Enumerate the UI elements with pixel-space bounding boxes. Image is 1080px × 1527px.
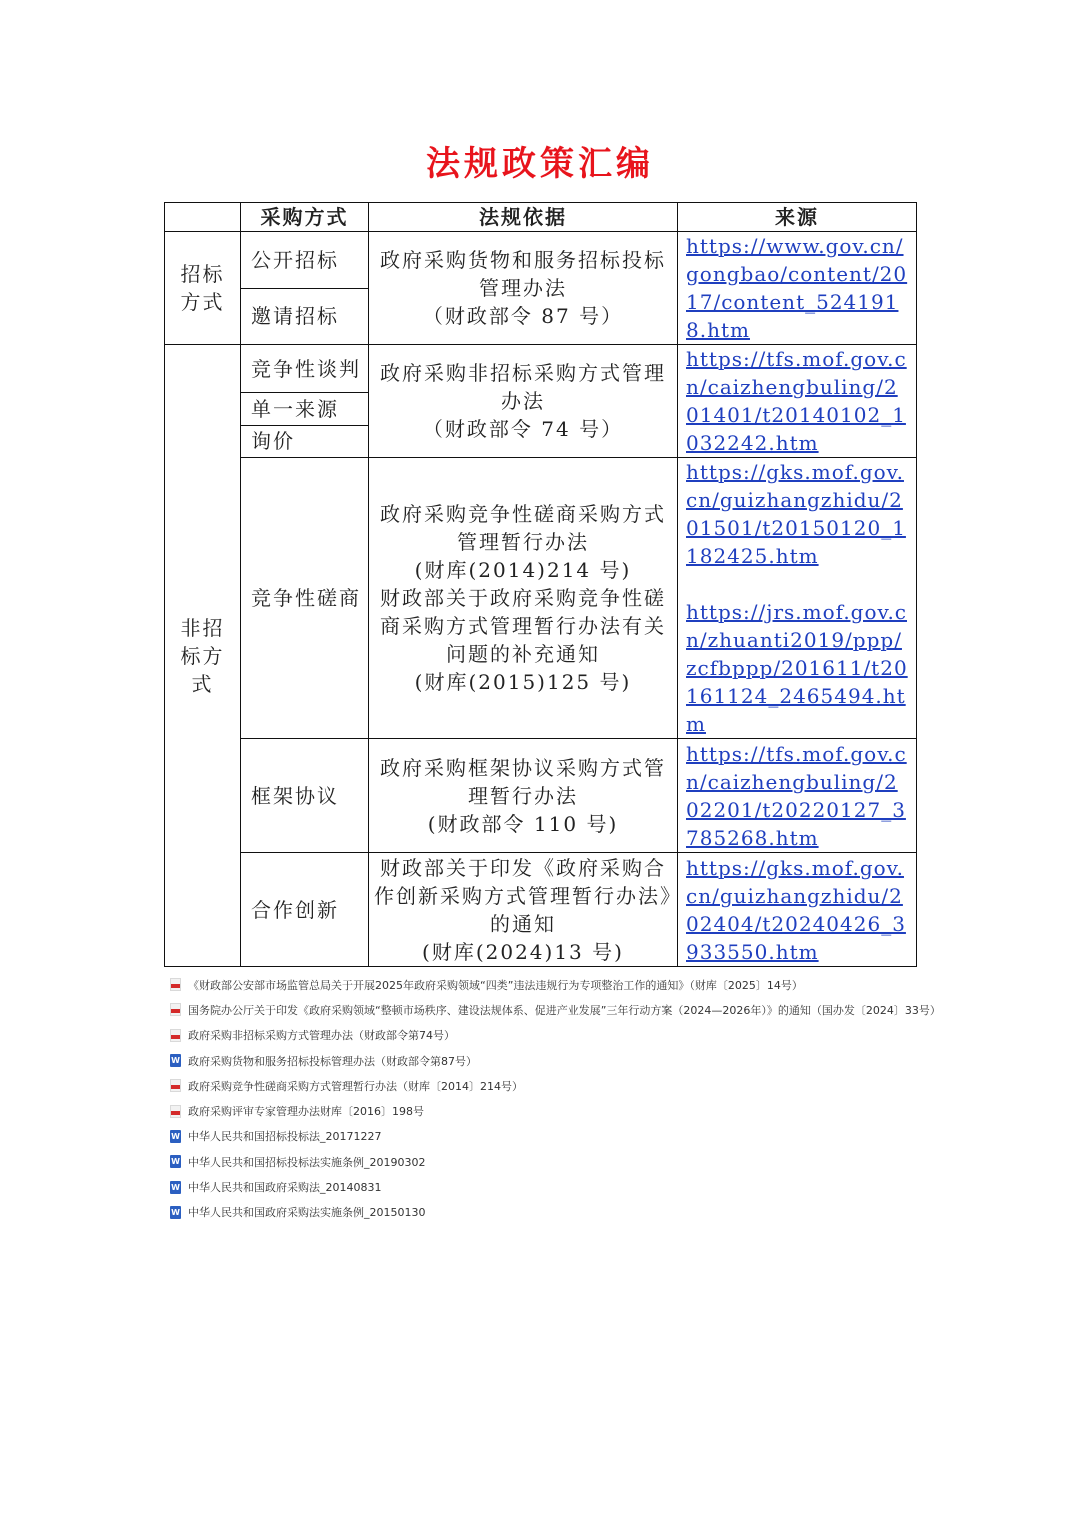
- word-file-icon: W: [171, 1056, 180, 1066]
- table-row: [165, 458, 917, 739]
- attachment-name: 政府采购评审专家管理办法财库〔2016〕198号: [188, 1105, 424, 1119]
- word-file-icon: W: [171, 1207, 180, 1217]
- attachment-name: 国务院办公厅关于印发《政府采购领域“整顿市场秩序、建设法规体系、促进产业发展”三年行动方案（2024—2026年）》的通知（国办发〔2024〕33号）: [188, 1003, 941, 1017]
- attachment-name: 政府采购竞争性磋商采购方式管理暂行办法（财库〔2014〕214号）: [188, 1079, 523, 1093]
- word-file-icon: W: [171, 1131, 180, 1141]
- method-competitive-consultation: 竞争性磋商: [241, 458, 369, 739]
- table-row: [165, 232, 917, 289]
- method-open-bidding: 公开招标: [241, 232, 369, 289]
- page-title: 法规政策汇编: [426, 144, 654, 184]
- method-inquiry: 询价: [241, 425, 369, 457]
- attachment-item[interactable]: [170, 1174, 941, 1199]
- attachment-item[interactable]: [170, 1200, 941, 1225]
- word-file-icon: W: [171, 1182, 180, 1192]
- source-link[interactable]: https://www.gov.cn/gongbao/content/2017/content_5241918.htm: [686, 234, 908, 342]
- pdf-file-icon: [170, 978, 181, 991]
- attachment-name: 中华人民共和国政府采购法实施条例_20150130: [188, 1206, 426, 1220]
- table-row: [165, 345, 917, 393]
- table-header-row: [165, 203, 917, 232]
- basis-cell: 政府采购非招标采购方式管理办法 （财政部令 74 号）: [369, 345, 678, 458]
- attachment-item[interactable]: [170, 1098, 941, 1123]
- basis-cell: 政府采购框架协议采购方式管理暂行办法 (财政部令 110 号): [369, 739, 678, 853]
- method-competitive-negotiation: 竞争性谈判: [241, 345, 369, 393]
- pdf-file-icon: [170, 1029, 181, 1042]
- attachment-item[interactable]: [170, 972, 941, 997]
- method-cooperative-innovation: 合作创新: [241, 853, 369, 967]
- basis-cell: 政府采购货物和服务招标投标管理办法 （财政部令 87 号）: [369, 232, 678, 345]
- link-spacer: [686, 570, 908, 598]
- attachment-item[interactable]: [170, 1149, 941, 1174]
- regulations-table: [164, 202, 917, 967]
- header-method: 采购方式: [241, 203, 369, 232]
- attachment-list: [170, 972, 941, 1225]
- category-bidding: 招标 方式: [165, 232, 241, 345]
- source-link[interactable]: https://gks.mof.gov.cn/guizhangzhidu/201501/t20150120_1182425.htm: [686, 460, 906, 568]
- basis-cell: 政府采购竞争性磋商采购方式管理暂行办法 (财库(2014)214 号) 财政部关于政府采购竞争性磋商采购方式管理暂行办法有关问题的补充通知 (财库(2015)125 号): [369, 458, 678, 739]
- attachment-name: 中华人民共和国招标投标法_20171227: [188, 1130, 382, 1144]
- source-link[interactable]: https://jrs.mof.gov.cn/zhuanti2019/ppp/zcfbppp/201611/t20161124_2465494.htm: [686, 600, 908, 736]
- header-blank: [165, 203, 241, 232]
- attachment-item[interactable]: [170, 1073, 941, 1098]
- attachment-name: 中华人民共和国政府采购法_20140831: [188, 1181, 382, 1195]
- table-row: [165, 739, 917, 853]
- source-link[interactable]: https://gks.mof.gov.cn/guizhangzhidu/202404/t20240426_3933550.htm: [686, 855, 906, 964]
- method-invited-bidding: 邀请招标: [241, 288, 369, 345]
- basis-cell: 财政部关于印发《政府采购合作创新采购方式管理暂行办法》的通知 (财库(2024)13 号): [369, 853, 678, 967]
- source-link[interactable]: https://tfs.mof.gov.cn/caizhengbuling/202201/t20220127_3785268.htm: [686, 741, 907, 850]
- pdf-file-icon: [170, 1079, 181, 1092]
- word-file-icon: W: [171, 1157, 180, 1167]
- attachment-name: 中华人民共和国招标投标法实施条例_20190302: [188, 1155, 426, 1169]
- table-row: [165, 853, 917, 967]
- pdf-file-icon: [170, 1003, 181, 1016]
- attachment-item[interactable]: [170, 1124, 941, 1149]
- method-single-source: 单一来源: [241, 393, 369, 425]
- header-source: 来源: [678, 203, 917, 232]
- attachment-item[interactable]: [170, 1048, 941, 1073]
- source-link[interactable]: https://tfs.mof.gov.cn/caizhengbuling/201401/t20140102_1032242.htm: [686, 347, 907, 455]
- method-framework-agreement: 框架协议: [241, 739, 369, 853]
- attachment-item[interactable]: [170, 997, 941, 1022]
- attachment-name: 《财政部公安部市场监管总局关于开展2025年政府采购领域“四类”违法违规行为专项整治工作的通知》（财库〔2025〕14号）: [188, 978, 803, 992]
- attachment-name: 政府采购货物和服务招标投标管理办法（财政部令第87号）: [188, 1054, 477, 1068]
- pdf-file-icon: [170, 1105, 181, 1118]
- attachment-name: 政府采购非招标采购方式管理办法（财政部令第74号）: [188, 1029, 455, 1043]
- attachment-item[interactable]: [170, 1023, 941, 1048]
- category-non-bidding: 非招 标方 式: [165, 345, 241, 967]
- header-basis: 法规依据: [369, 203, 678, 232]
